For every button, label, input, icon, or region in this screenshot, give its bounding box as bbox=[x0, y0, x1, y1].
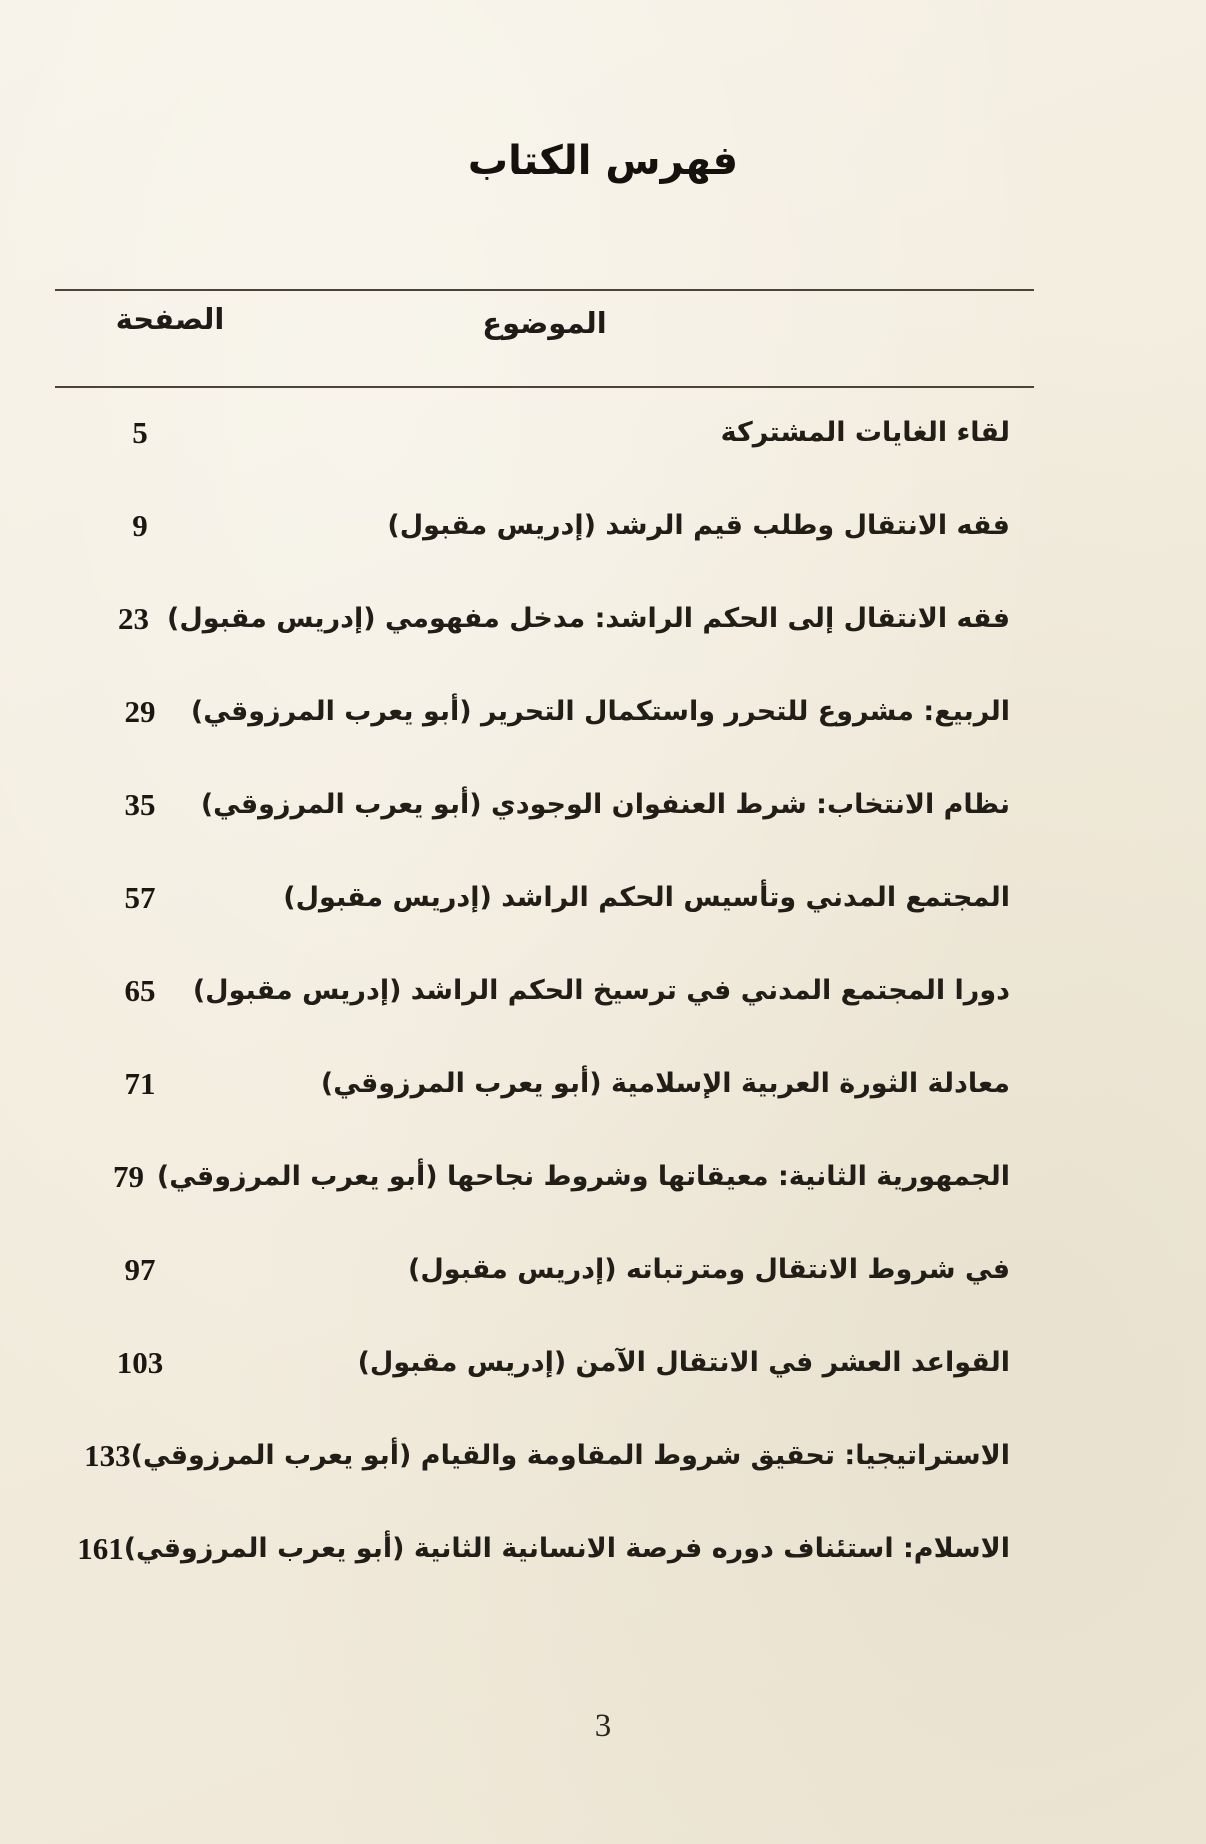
toc-entry-title: القواعد العشر في الانتقال الآمن (إدريس مقبول) bbox=[357, 1347, 1010, 1378]
toc-entry-page-number: 65 bbox=[124, 972, 156, 1008]
toc-entry-title: في شروط الانتقال ومترتباته (إدريس مقبول) bbox=[408, 1254, 1010, 1285]
toc-row bbox=[100, 758, 1010, 851]
toc-entry-title: الاسلام: استئناف دوره فرصة الانسانية الثانية (أبو يعرب المرزوقي) bbox=[123, 1533, 1010, 1564]
toc-row bbox=[100, 851, 1010, 944]
toc-entry-page-number: 71 bbox=[124, 1065, 156, 1101]
toc-row bbox=[100, 1316, 1010, 1409]
toc-list bbox=[77, 386, 1010, 1595]
toc-row bbox=[100, 1037, 1010, 1130]
page-footer-number: 3 bbox=[594, 1708, 612, 1744]
toc-entry-title: المجتمع المدني وتأسيس الحكم الراشد (إدريس مقبول) bbox=[283, 882, 1010, 913]
toc-entry-page-number: 23 bbox=[118, 600, 149, 636]
header-top-divider bbox=[55, 289, 1034, 291]
toc-entry-page-number: 35 bbox=[124, 786, 156, 822]
column-header-page: الصفحة bbox=[115, 302, 225, 336]
toc-entry-page-number: 29 bbox=[124, 693, 156, 729]
toc-entry-title: نظام الانتخاب: شرط العنفوان الوجودي (أبو يعرب المرزوقي) bbox=[200, 789, 1010, 820]
toc-entry-page-number: 9 bbox=[132, 507, 148, 543]
toc-entry-page-number: 97 bbox=[124, 1251, 156, 1287]
toc-entry-page-number: 5 bbox=[132, 414, 148, 450]
toc-entry-title: الاستراتيجيا: تحقيق شروط المقاومة والقيام (أبو يعرب المرزوقي) bbox=[130, 1440, 1010, 1471]
column-header-topic: الموضوع bbox=[482, 306, 607, 340]
toc-row bbox=[100, 1130, 1010, 1223]
toc-row bbox=[84, 1409, 1010, 1502]
toc-entry-title: لقاء الغايات المشتركة bbox=[720, 417, 1010, 448]
toc-entry-page-number: 103 bbox=[116, 1344, 164, 1380]
page-title: فهرس الكتاب bbox=[467, 138, 739, 184]
toc-entry-title: الربيع: مشروع للتحرر واستكمال التحرير (أبو يعرب المرزوقي) bbox=[190, 696, 1010, 727]
toc-row bbox=[100, 944, 1010, 1037]
toc-entry-page-number: 57 bbox=[124, 879, 156, 915]
toc-row bbox=[100, 386, 1010, 479]
toc-entry-title: دورا المجتمع المدني في ترسيخ الحكم الراشد (إدريس مقبول) bbox=[192, 975, 1010, 1006]
toc-row bbox=[77, 1502, 1010, 1595]
toc-entry-page-number: 161 bbox=[77, 1530, 124, 1566]
table-header-row bbox=[55, 300, 1034, 360]
toc-entry-title: معادلة الثورة العربية الإسلامية (أبو يعرب المرزوقي) bbox=[320, 1068, 1010, 1099]
toc-entry-page-number: 79 bbox=[112, 1158, 144, 1194]
toc-entry-title: فقه الانتقال وطلب قيم الرشد (إدريس مقبول) bbox=[387, 510, 1010, 541]
toc-entry-title: فقه الانتقال إلى الحكم الراشد: مدخل مفهومي (إدريس مقبول) bbox=[167, 603, 1010, 634]
toc-row bbox=[100, 572, 1010, 665]
toc-row bbox=[100, 1223, 1010, 1316]
toc-entry-page-number: 133 bbox=[84, 1437, 131, 1473]
toc-entry-title: الجمهورية الثانية: معيقاتها وشروط نجاحها (أبو يعرب المرزوقي) bbox=[156, 1161, 1010, 1192]
toc-row bbox=[100, 665, 1010, 758]
toc-row bbox=[100, 479, 1010, 572]
